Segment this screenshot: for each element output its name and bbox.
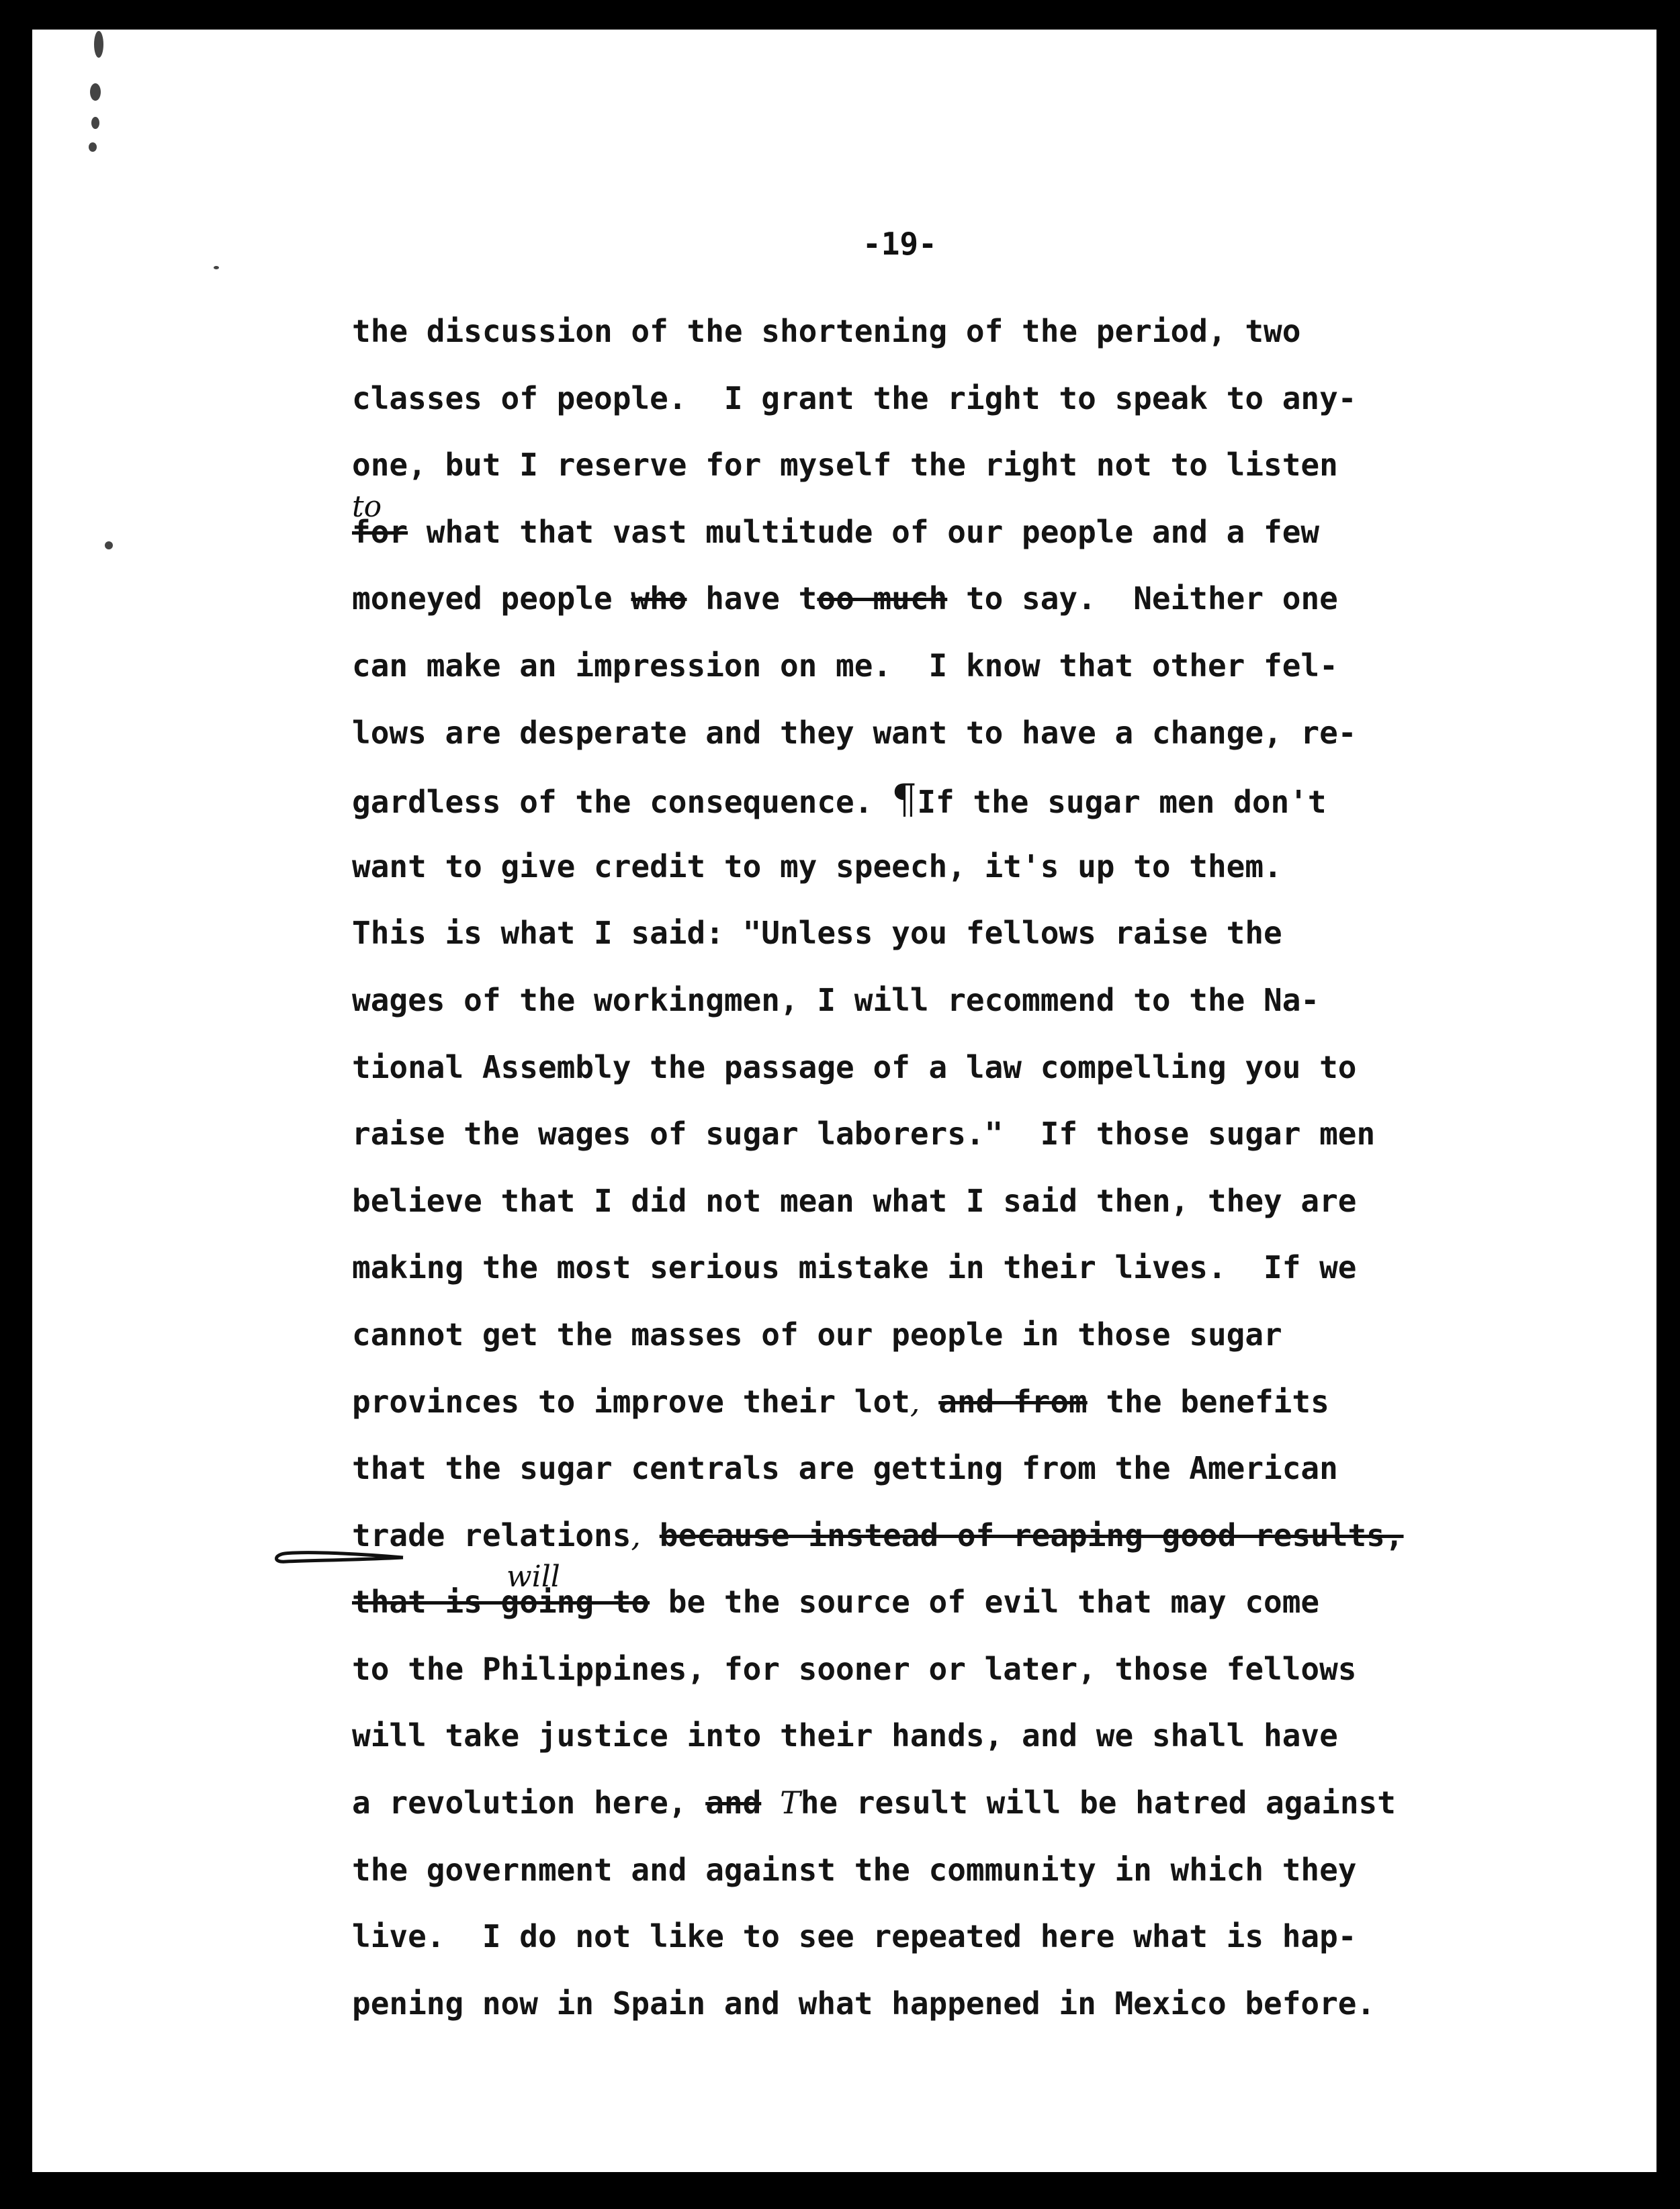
struck-text: and from xyxy=(938,1383,1088,1420)
text-run: raise the wages of sugar laborers." If those sugar men xyxy=(352,1116,1376,1153)
handwritten-mark: , xyxy=(631,1517,642,1553)
handwritten-mark: T xyxy=(780,1785,801,1821)
text-run: wages of the workingmen, I will recommend to the Na- xyxy=(352,981,1320,1018)
text-run: tional Assembly the passage of a law compelling you to xyxy=(352,1048,1357,1085)
text-line xyxy=(352,489,1548,566)
page-number: -19- xyxy=(863,226,937,262)
margin-arrow-icon xyxy=(271,1544,406,1571)
text-run: a revolution here, xyxy=(352,1785,706,1821)
scan-speck xyxy=(105,541,113,549)
handwritten-mark: , xyxy=(910,1383,920,1420)
text-run: trade relations xyxy=(352,1517,631,1553)
text-run: the discussion of the shortening of the period, two xyxy=(352,313,1301,349)
struck-text: who xyxy=(631,580,687,617)
text-line xyxy=(352,1903,1548,1971)
text-run: live. I do not like to see repeated here what is hap- xyxy=(352,1918,1357,1955)
handwritten-insertion: to xyxy=(352,489,382,524)
text-line xyxy=(352,1369,1548,1436)
text-run: have t xyxy=(687,580,817,617)
text-line xyxy=(352,365,1548,433)
text-run: classes of people. I grant the right to speak to any- xyxy=(352,379,1357,416)
text-line xyxy=(352,900,1548,967)
text-line xyxy=(352,700,1548,767)
text-line xyxy=(352,1101,1548,1168)
text-line xyxy=(352,1168,1548,1235)
text-run: the benefits xyxy=(1087,1383,1329,1420)
text-run xyxy=(641,1517,660,1553)
text-run: to the Philippines, for sooner or later, those fellows xyxy=(352,1650,1357,1687)
text-line xyxy=(352,566,1548,633)
scan-speck xyxy=(89,142,97,152)
text-run: pening now in Spain and what happened in Mexico before. xyxy=(352,1985,1376,2022)
handwritten-mark: ¶ xyxy=(891,776,918,823)
text-line xyxy=(352,1703,1548,1770)
text-run: This is what I said: "Unless you fellows raise the xyxy=(352,915,1282,952)
scan-speck xyxy=(214,266,219,269)
text-run: gardless of the consequence. xyxy=(352,784,892,821)
struck-text: oo much xyxy=(817,580,948,617)
handwritten-insertion: will xyxy=(506,1560,560,1594)
text-run: lows are desperate and they want to have a change, re- xyxy=(352,714,1357,751)
text-run: what that vast multitude of our people and a few xyxy=(408,513,1320,550)
scan-speck xyxy=(91,117,99,129)
scan-speck xyxy=(94,31,103,58)
text-line xyxy=(352,298,1548,365)
text-run: making the most serious mistake in their lives. If we xyxy=(352,1249,1357,1286)
text-run: can make an impression on me. I know that other fel- xyxy=(352,647,1338,684)
text-run: one, but I reserve for myself the right not to listen xyxy=(352,447,1338,484)
text-line xyxy=(352,1560,1548,1636)
text-run xyxy=(761,1785,780,1821)
text-run: will take justice into their hands, and we shall have xyxy=(352,1717,1338,1754)
text-run: If the sugar men don't xyxy=(917,784,1327,821)
text-line xyxy=(352,1636,1548,1703)
text-run: cannot get the masses of our people in those sugar xyxy=(352,1316,1282,1353)
text-line xyxy=(352,1435,1548,1502)
text-run: believe that I did not mean what I said then, they are xyxy=(352,1182,1357,1219)
text-line xyxy=(352,833,1548,901)
document-page xyxy=(32,30,1656,2172)
text-line xyxy=(352,1034,1548,1101)
text-line xyxy=(352,432,1548,499)
text-line xyxy=(352,1837,1548,1904)
struck-text: because instead of reaping good results, xyxy=(659,1517,1404,1553)
text-line xyxy=(352,766,1548,833)
text-run: want to give credit to my speech, it's up to them. xyxy=(352,848,1282,885)
text-line xyxy=(352,1234,1548,1302)
text-run: he result will be hatred against xyxy=(800,1785,1396,1821)
text-run: the government and against the community in which they xyxy=(352,1851,1357,1888)
text-line xyxy=(352,1971,1548,2038)
text-run xyxy=(920,1384,938,1420)
text-run: provinces to improve their lot xyxy=(352,1383,910,1420)
text-line xyxy=(352,633,1548,700)
text-run: be the source of evil that may come xyxy=(650,1584,1320,1621)
struck-text: that is going to xyxy=(352,1584,650,1621)
text-line xyxy=(352,1302,1548,1369)
text-run: moneyed people xyxy=(352,580,631,617)
text-run: to say. Neither one xyxy=(947,580,1338,617)
struck-text: for xyxy=(352,513,408,550)
struck-text: and xyxy=(705,1785,762,1821)
text-line xyxy=(352,967,1548,1034)
typed-body-text xyxy=(352,298,1548,2037)
text-run: that the sugar centrals are getting from the American xyxy=(352,1450,1338,1487)
text-line xyxy=(352,1770,1548,1837)
scan-speck xyxy=(90,83,101,101)
